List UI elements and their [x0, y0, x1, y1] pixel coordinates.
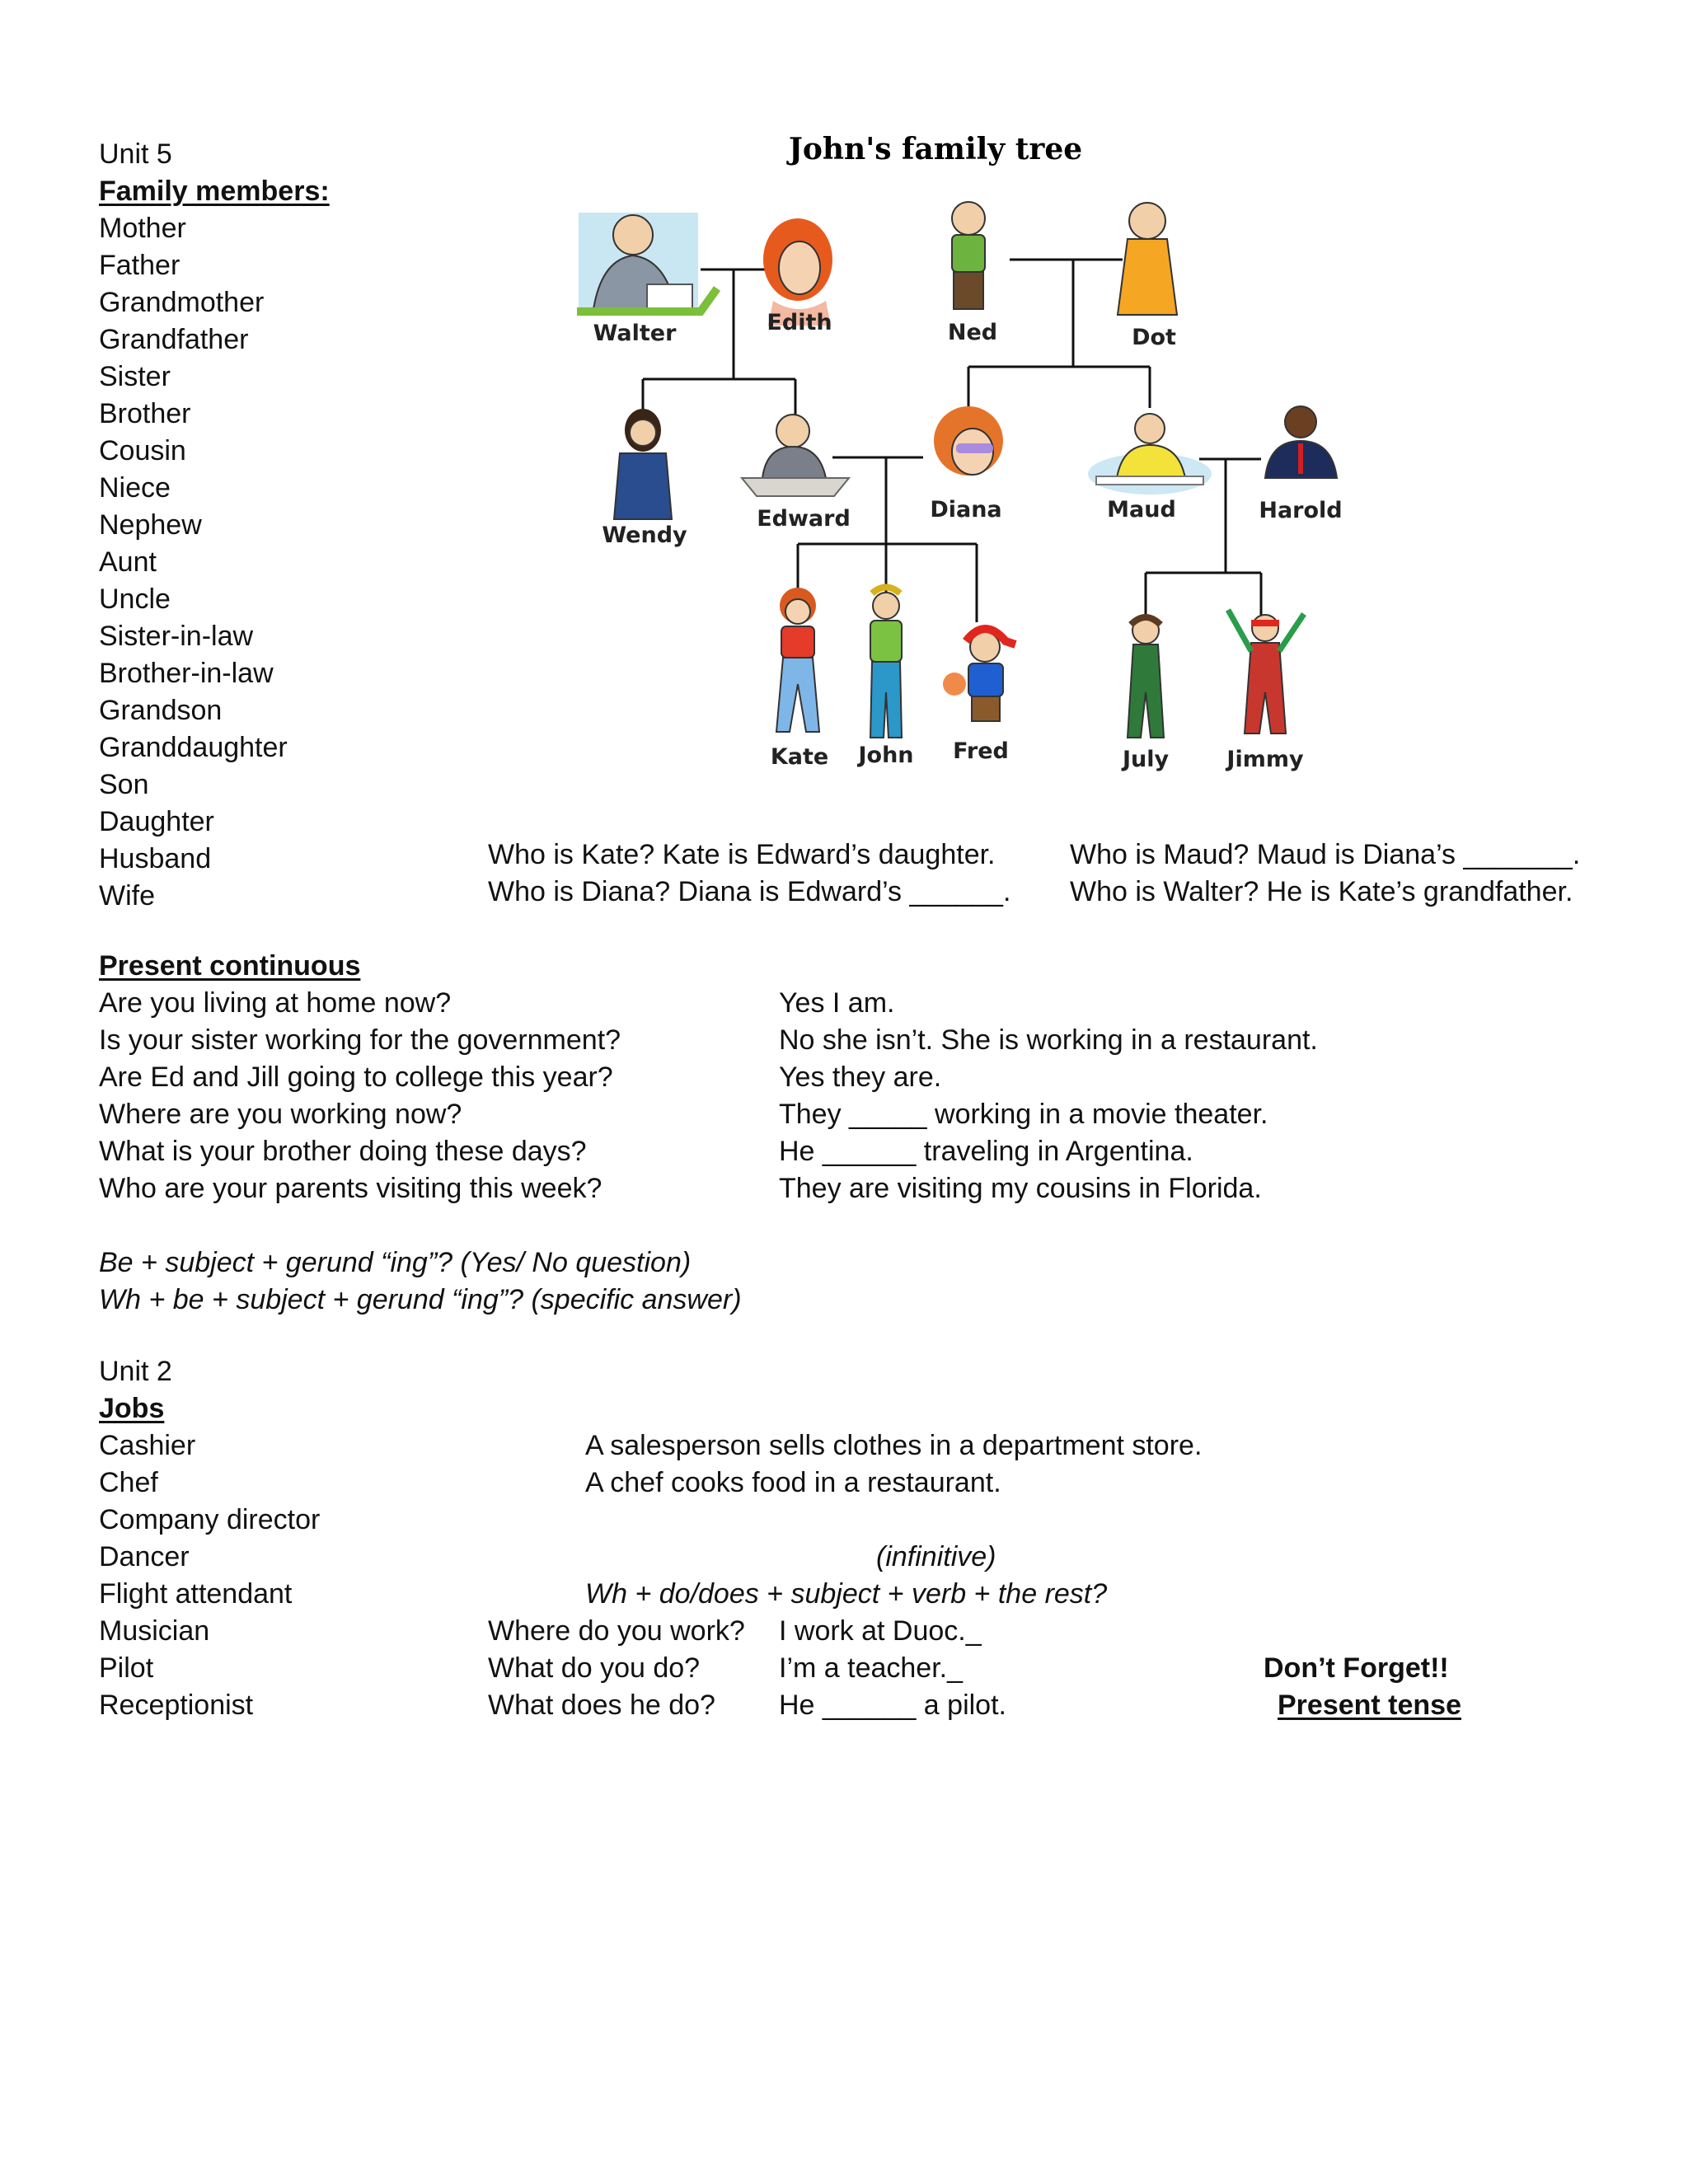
person-john-name: John	[858, 743, 914, 768]
list-item: Pilot	[99, 1652, 154, 1684]
fred-shirt	[968, 663, 1003, 696]
list-item: Uncle	[99, 583, 171, 615]
person-wendy-figure	[614, 409, 672, 519]
tree-question-2: Who is Diana? Diana is Edward’s ______.	[488, 876, 1011, 907]
maud-shirt	[1117, 445, 1185, 478]
jimmy-suit	[1245, 643, 1286, 733]
list-item: Flight attendant	[99, 1578, 293, 1610]
walter-head	[613, 215, 653, 255]
infinitive-label: (infinitive)	[876, 1541, 996, 1572]
list-item: Dancer	[99, 1541, 190, 1572]
person-fred-figure	[943, 629, 1015, 721]
pc-answer: No she isn’t. She is working in a restaurant.	[779, 1024, 1318, 1056]
wh-do-formula: Wh + do/does + subject + verb + the rest?	[585, 1578, 1108, 1610]
list-item: Aunt	[99, 546, 157, 578]
person-diana-name: Diana	[930, 497, 1002, 523]
job-sentence-chef: A chef cooks food in a restaurant.	[585, 1467, 1001, 1498]
maud-head	[1135, 414, 1165, 443]
family-members-list	[99, 210, 288, 915]
person-dot-name: Dot	[1132, 325, 1176, 350]
person-maud-name: Maud	[1107, 497, 1176, 523]
pc-rule-wh: Wh + be + subject + gerund “ing”? (specific answer)	[99, 1284, 742, 1315]
list-item: Father	[99, 250, 181, 281]
pc-answer: Yes I am.	[779, 987, 895, 1019]
diana-glasses	[956, 443, 993, 453]
list-item: Granddaughter	[99, 732, 288, 763]
jobs-list	[99, 1427, 320, 1724]
list-item: Cashier	[99, 1430, 196, 1461]
person-kate-name: Kate	[770, 744, 829, 770]
list-item: Wife	[99, 880, 155, 912]
job-question: What does he do?	[488, 1690, 715, 1721]
kate-face	[785, 599, 810, 624]
family-tree-title: John's family tree	[788, 132, 1083, 166]
person-fred-name: Fred	[953, 738, 1009, 764]
list-item: Daughter	[99, 806, 214, 837]
wendy-coat	[614, 453, 672, 519]
john-jeans	[870, 662, 902, 738]
dot-dress	[1118, 239, 1177, 315]
edith-face	[779, 241, 820, 294]
family-members-heading: Family members:	[99, 176, 330, 207]
family-tree-illustration	[569, 124, 1376, 799]
john-shirt	[870, 621, 902, 662]
ned-shirt	[952, 235, 985, 272]
wendy-face	[630, 419, 656, 446]
job-sentence-salesperson: A salesperson sells clothes in a department store.	[585, 1430, 1203, 1461]
walter-paper	[647, 284, 692, 309]
tree-question-3: Who is Maud? Maud is Diana’s _______.	[1070, 839, 1581, 870]
list-item: Brother-in-law	[99, 658, 274, 689]
person-ned-figure	[952, 202, 985, 309]
july-suit	[1128, 644, 1164, 738]
tree-question-1: Who is Kate? Kate is Edward’s daughter.	[488, 839, 996, 870]
job-answer: He ______ a pilot.	[779, 1690, 1006, 1721]
person-walter-name: Walter	[593, 321, 677, 346]
unit5-label: Unit 5	[99, 138, 172, 170]
ned-head	[952, 202, 985, 235]
dot-head	[1129, 203, 1165, 239]
present-tense-note: Present tense	[1278, 1690, 1461, 1721]
pc-answer: Yes they are.	[779, 1062, 942, 1093]
list-item: Son	[99, 769, 149, 800]
fred-shorts	[972, 696, 1000, 721]
pc-rule-yes-no: Be + subject + gerund “ing”? (Yes/ No question)	[99, 1247, 692, 1278]
list-item: Grandmother	[99, 287, 265, 318]
jimmy-head	[1252, 615, 1278, 641]
harold-head	[1285, 406, 1316, 438]
jobs-heading: Jobs	[99, 1393, 165, 1424]
list-item: Mother	[99, 213, 186, 244]
kate-shirt	[781, 626, 814, 658]
pc-answer: They are visiting my cousins in Florida.	[779, 1173, 1262, 1204]
list-item: Musician	[99, 1615, 210, 1647]
pc-question: Are you living at home now?	[99, 987, 452, 1019]
person-walter-figure	[577, 213, 717, 312]
ned-trousers	[954, 272, 983, 309]
pc-question: Who are your parents visiting this week?	[99, 1173, 603, 1204]
pc-question: Where are you working now?	[99, 1099, 462, 1130]
person-kate-figure	[776, 588, 819, 732]
person-maud-figure	[1088, 414, 1212, 494]
list-item: Grandson	[99, 695, 223, 726]
pc-answer: They _____ working in a movie theater.	[779, 1099, 1268, 1130]
present-continuous-heading: Present continuous	[99, 950, 361, 982]
list-item: Brother	[99, 398, 191, 429]
person-july-name: July	[1122, 747, 1170, 772]
list-item: Sister	[99, 361, 171, 392]
unit2-label: Unit 2	[99, 1356, 172, 1387]
edward-desk	[742, 478, 849, 496]
person-jimmy-figure	[1228, 610, 1304, 733]
pc-answer: He ______ traveling in Argentina.	[779, 1136, 1193, 1167]
person-john-figure	[870, 588, 902, 738]
person-dot-figure	[1118, 203, 1177, 315]
kate-jeans	[776, 658, 819, 732]
jimmy-mask	[1251, 620, 1279, 626]
list-item: Cousin	[99, 435, 186, 466]
person-edith-name: Edith	[767, 310, 832, 335]
list-item: Niece	[99, 472, 171, 504]
dont-forget-note: Don’t Forget!!	[1264, 1652, 1449, 1684]
job-answer: I’m a teacher._	[779, 1652, 964, 1684]
edward-head	[776, 415, 809, 448]
list-item: Company director	[99, 1504, 321, 1535]
person-ned-name: Ned	[947, 320, 998, 345]
person-harold-name: Harold	[1259, 498, 1343, 523]
list-item: Receptionist	[99, 1690, 254, 1721]
person-diana-figure	[934, 406, 1003, 476]
fred-ball	[943, 673, 966, 696]
john-head	[873, 593, 899, 619]
list-item: Sister-in-law	[99, 621, 254, 652]
pc-question: Are Ed and Jill going to college this year?	[99, 1062, 613, 1093]
person-edward-figure	[742, 415, 849, 496]
maud-paper	[1096, 476, 1203, 485]
person-july-figure	[1128, 617, 1164, 738]
list-item: Husband	[99, 843, 212, 874]
list-item: Nephew	[99, 509, 202, 541]
person-wendy-name: Wendy	[602, 523, 687, 548]
edward-suit	[762, 447, 826, 478]
list-item: Chef	[99, 1467, 158, 1498]
list-item: Grandfather	[99, 324, 249, 355]
person-harold-figure	[1265, 406, 1337, 478]
job-answer: I work at Duoc._	[779, 1615, 982, 1647]
person-edward-name: Edward	[757, 506, 851, 532]
job-question: Where do you work?	[488, 1615, 745, 1647]
person-jimmy-name: Jimmy	[1226, 747, 1304, 772]
pc-question: Is your sister working for the government?	[99, 1024, 621, 1056]
pc-question: What is your brother doing these days?	[99, 1136, 587, 1167]
tree-question-4: Who is Walter? He is Kate’s grandfather.	[1070, 876, 1573, 907]
job-question: What do you do?	[488, 1652, 701, 1684]
